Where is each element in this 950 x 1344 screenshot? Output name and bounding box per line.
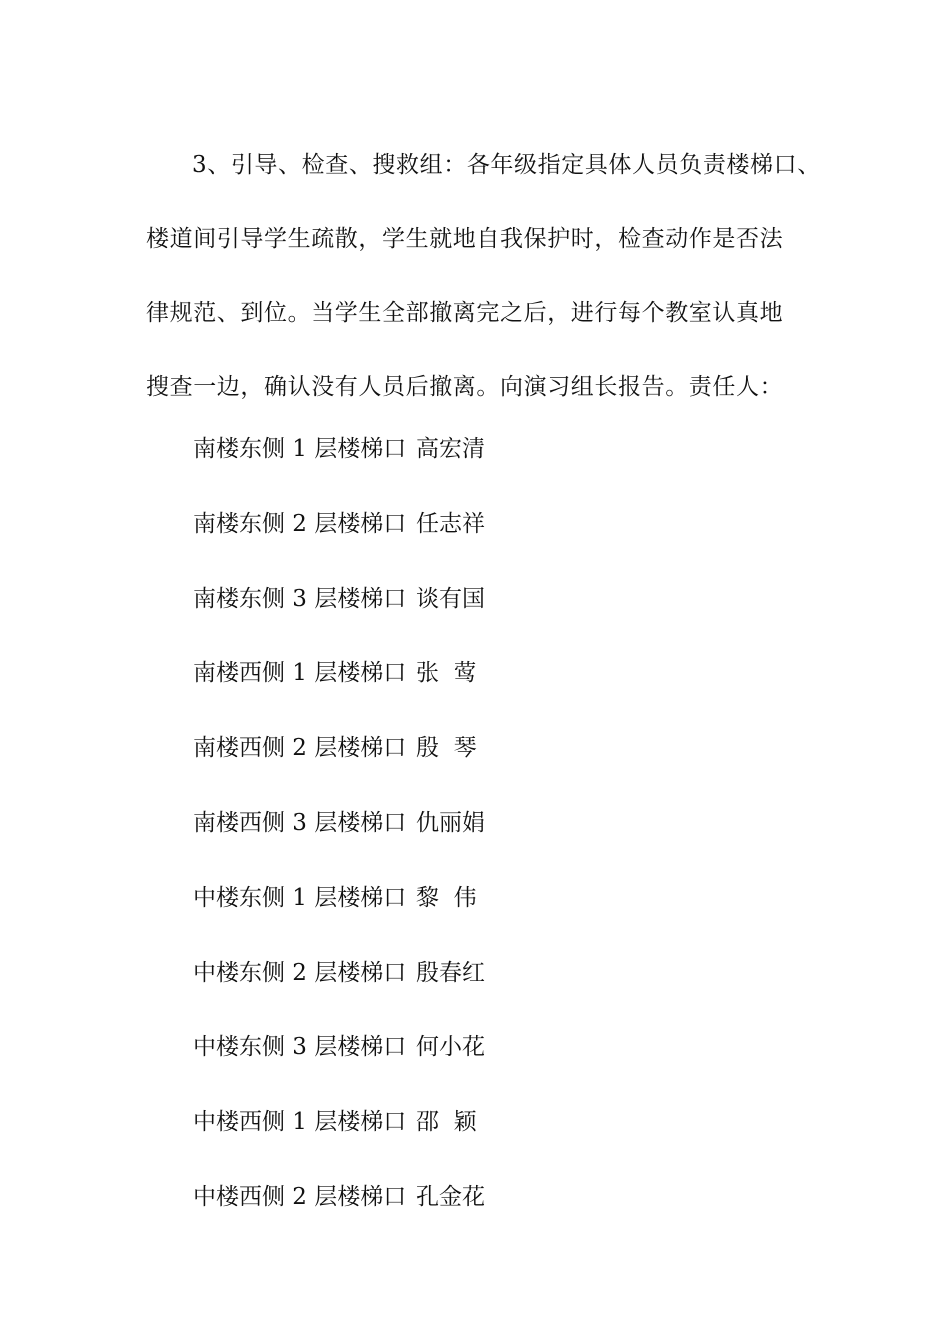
responsible-person: 孔金花 — [416, 1183, 485, 1210]
list-item — [193, 786, 793, 861]
stairwell-location: 南楼西侧 3 层楼梯口 — [193, 809, 407, 836]
stairwell-location: 南楼东侧 1 层楼梯口 — [193, 436, 407, 462]
responsible-person: 殷 琴 — [416, 735, 477, 762]
list-item — [193, 1160, 793, 1235]
list-item — [193, 562, 793, 637]
stairwell-location: 中楼西侧 1 层楼梯口 — [193, 1109, 407, 1136]
stairwell-location: 南楼西侧 1 层楼梯口 — [193, 660, 407, 687]
list-item — [193, 412, 793, 487]
list-item — [193, 636, 793, 711]
responsible-person: 黎 伟 — [416, 884, 477, 911]
responsible-person: 任志祥 — [416, 510, 485, 537]
stairwell-location: 中楼西侧 2 层楼梯口 — [193, 1183, 407, 1210]
responsible-person: 高宏清 — [416, 436, 485, 462]
responsible-person: 谈有国 — [416, 585, 485, 612]
list-item — [193, 936, 793, 1011]
stairwell-location: 南楼东侧 2 层楼梯口 — [193, 510, 407, 537]
responsible-person: 张 莺 — [416, 660, 477, 687]
list-item — [193, 711, 793, 786]
paragraph-line: 搜查一边，确认没有人员后撤离。向演习组长报告。责任人： — [146, 374, 784, 400]
responsible-person: 邵 颖 — [416, 1109, 477, 1136]
paragraph-line: 律规范、到位。当学生全部撤离完之后，进行每个教室认真地 — [146, 300, 784, 326]
list-item — [193, 861, 793, 936]
rescue-group-paragraph — [146, 128, 836, 424]
paragraph-line: 楼道间引导学生疏散，学生就地自我保护时，检查动作是否法 — [146, 226, 784, 252]
stairwell-location: 中楼东侧 3 层楼梯口 — [193, 1034, 407, 1061]
stairwell-location: 南楼东侧 3 层楼梯口 — [193, 585, 407, 612]
list-item — [193, 1085, 793, 1160]
responsible-person: 仇丽娟 — [416, 809, 485, 836]
stairwell-location: 南楼西侧 2 层楼梯口 — [193, 735, 407, 762]
stairwell-location: 中楼东侧 1 层楼梯口 — [193, 884, 407, 911]
paragraph-line: 3、引导、检查、搜救组：各年级指定具体人员负责楼梯口、 — [192, 152, 821, 178]
stairwell-assignment-list — [193, 412, 793, 1235]
responsible-person: 何小花 — [416, 1034, 485, 1061]
stairwell-location: 中楼东侧 2 层楼梯口 — [193, 959, 407, 986]
list-item — [193, 487, 793, 562]
responsible-person: 殷春红 — [416, 959, 485, 986]
list-item — [193, 1010, 793, 1085]
